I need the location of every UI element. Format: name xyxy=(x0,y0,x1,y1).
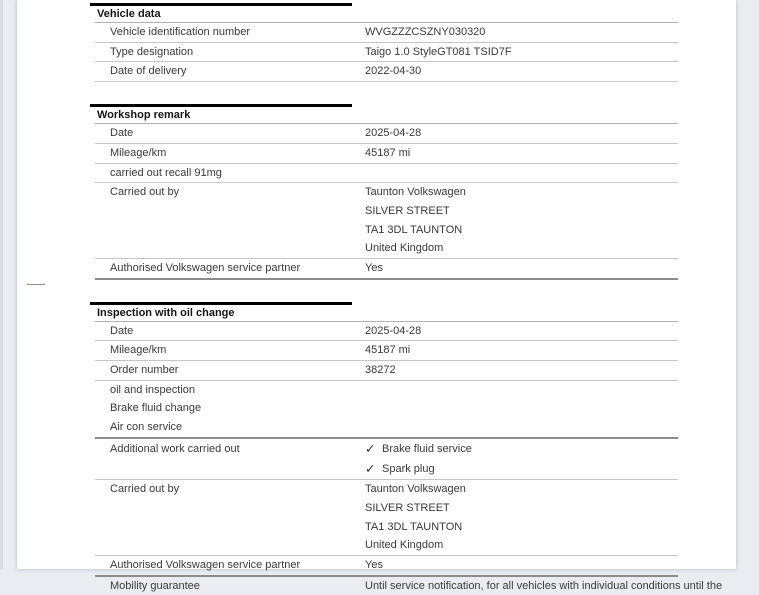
note-row xyxy=(95,164,678,184)
note-text: Brake fluid change xyxy=(110,402,202,415)
row-label: Date xyxy=(110,127,134,140)
section-title: Inspection with oil change xyxy=(95,305,678,322)
section xyxy=(95,104,678,280)
table-row xyxy=(95,144,678,164)
checklist xyxy=(365,439,678,479)
table-row xyxy=(95,322,678,342)
row-label: Mileage/km xyxy=(110,344,167,357)
row-label: Date xyxy=(110,324,134,337)
row-value-line: SILVER STREET xyxy=(365,501,450,514)
section-title: Workshop remark xyxy=(95,107,678,124)
note-text: Air con service xyxy=(110,421,183,434)
section xyxy=(95,3,678,82)
table-row xyxy=(95,361,678,381)
row-label: Vehicle identification number xyxy=(110,26,251,38)
row-label: Type designation xyxy=(110,45,194,58)
table-row xyxy=(95,23,678,43)
row-value: Until service notification, for all vehicles with individual conditions until the xyxy=(365,579,723,592)
row-value-line: TA1 3DL TAUNTON xyxy=(365,520,463,533)
note-group-row xyxy=(95,381,678,439)
margin-crop-mark xyxy=(27,284,45,285)
checklist-item xyxy=(365,459,678,479)
section-title: Vehicle data xyxy=(95,6,678,23)
row-value-line: Taunton Volkswagen xyxy=(365,186,466,199)
note-text: carried out recall 91mg xyxy=(110,166,222,179)
row-value: WVGZZZCSZNY030320 xyxy=(365,26,486,38)
checklist-item-label: Brake fluid service xyxy=(382,442,472,455)
checklist-item xyxy=(365,439,678,459)
table-row xyxy=(95,556,678,577)
row-label: Carried out by xyxy=(110,186,180,199)
table-row xyxy=(95,577,723,595)
table-row xyxy=(95,124,678,144)
table-row xyxy=(95,259,678,280)
note-group xyxy=(95,381,678,437)
row-value: 2025-04-28 xyxy=(365,127,422,140)
document-content xyxy=(95,0,723,595)
row-label: Additional work carried out xyxy=(110,442,240,455)
row-value-line: SILVER STREET xyxy=(365,204,450,217)
row-value: 45187 mi xyxy=(365,146,411,159)
row-label: Mobility guarantee xyxy=(110,579,200,592)
table-row xyxy=(95,43,678,63)
table-row-multiline xyxy=(95,480,678,556)
row-value-line: TA1 3DL TAUNTON xyxy=(365,223,463,236)
row-value-lines xyxy=(365,480,678,555)
row-value-lines xyxy=(365,183,678,258)
row-label: Mileage/km xyxy=(110,146,167,159)
row-label: Authorised Volkswagen service partner xyxy=(110,558,301,571)
section xyxy=(95,302,723,595)
row-value-line: Taunton Volkswagen xyxy=(365,483,466,496)
row-value: 38272 xyxy=(365,364,396,377)
row-label: Order number xyxy=(110,364,179,377)
row-value: 45187 mi xyxy=(365,344,411,357)
table-row xyxy=(95,62,678,82)
checkmark-icon: ✓ xyxy=(365,462,376,477)
checkmark-icon: ✓ xyxy=(365,441,376,456)
row-value: Taigo 1.0 StyleGT081 TSID7F xyxy=(365,45,512,58)
table-row-multiline xyxy=(95,183,678,259)
row-value: Yes xyxy=(365,261,383,274)
row-label: Carried out by xyxy=(110,483,180,496)
row-value: 2025-04-28 xyxy=(365,324,422,337)
checklist-item-label: Spark plug xyxy=(382,462,435,475)
row-value-line: United Kingdom xyxy=(365,242,444,255)
table-row-checklist xyxy=(95,439,678,480)
row-value-line: United Kingdom xyxy=(365,539,444,552)
table-row xyxy=(95,341,678,361)
note-text: oil and inspection xyxy=(110,383,196,396)
row-label: Date of delivery xyxy=(110,65,187,78)
row-value: Yes xyxy=(365,558,383,571)
row-label: Authorised Volkswagen service partner xyxy=(110,261,301,274)
row-value: 2022-04-30 xyxy=(365,65,422,78)
